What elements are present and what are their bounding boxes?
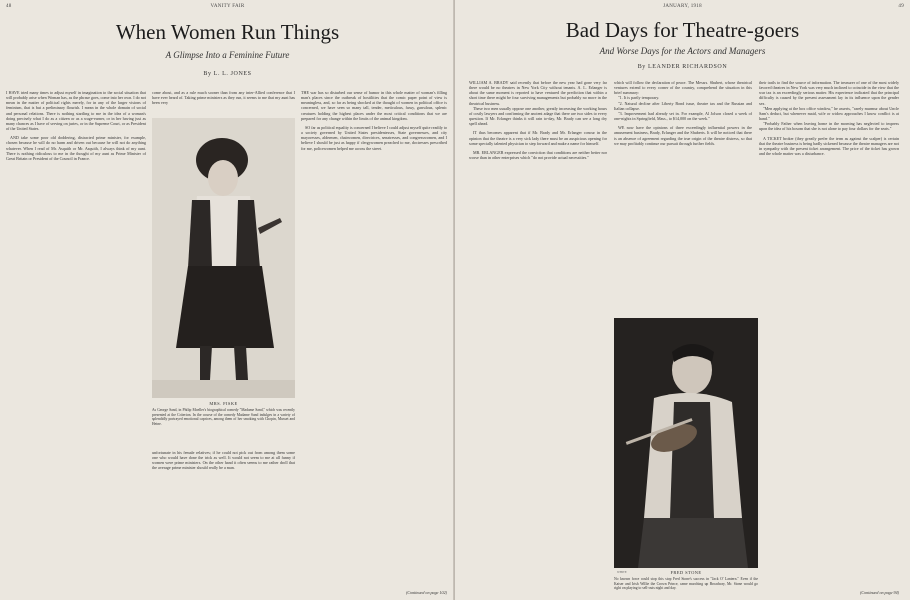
running-head: JANUARY, 1918 — [663, 4, 702, 9]
paragraph: WE now have the opinions of three exceedingly influential powers in the amusement business, Brady, Erlanger and the Shuberts. It will be noticed that there is an absence of agreement regarding the true origin of the theatre distress, so that we may profitably continue our pursuit through further fields. — [614, 125, 752, 146]
paragraph: "3. Improvement had already set in. For example, Al Jolson closed a week of one-nights in Springfield, Mass., to $14,000 on the week." — [614, 110, 752, 122]
byline: By LEANDER RICHARDSON — [637, 64, 728, 70]
text-column-1 — [469, 80, 607, 598]
paragraph: MR. ERLANGER expressed the conviction that conditions are neither better nor worse than in other enterprises which "do not provide actual necessities." — [469, 149, 607, 161]
article-title: Bad Days for Theatre-goers — [565, 18, 800, 42]
article-title: When Women Run Things — [115, 20, 340, 44]
article-subtitle: And Worse Days for the Actors and Managers — [599, 46, 766, 56]
paragraph: AND take some poor old doddering, distracted prime minister, for example, chosen because he will do no harm and driven out because he will not do anything whatever. When I read of Mr. Asquith or Mr. Asquith, I always think of my aunt. There is nothing ridiculous to me in the thought of my aunt as Prime Minister of Great Britain or President of the Council in France. — [6, 135, 146, 161]
text-column-2-top — [152, 90, 295, 120]
photo-credit: WHITE — [617, 570, 627, 574]
article-subtitle: A Glimpse Into a Feminine Future — [165, 50, 290, 60]
paragraph: unfortunate in his female relatives; if he could not pick out from among them some one who would have done the trick as well. It would not seem to me at all funny if women were prime ministers. On the other hand it often seems to me rather droll that the average prime minister should really be a man. — [152, 450, 295, 471]
continued-note: (Continued on page 102) — [405, 590, 447, 595]
text-column-1 — [6, 90, 146, 598]
paragraph: "Men applying at the box office window," he asserts, "rarely murmur about Uncle Sam's deduct, but whenever maid, wife or widow approaches I know conflict is at hand." — [759, 105, 899, 122]
paragraph: their trails to find the source of information. The treasurer of one of the most widely favored theatres in New York was very much inclined to coincide in the view that the war tax is an exceedingly serious matter. His experience indicated that the principal difficulty is caused by the present assessment lay in its influence upon the gender sex. — [759, 80, 899, 106]
photo-mrs-fiske — [152, 118, 295, 398]
photo-caption: As George Sand, in Philip Moeller's biographical comedy "Madame Sand," which was recently presented at the Criterion. In the course of the comedy Madame Sand indulges in a variety of splendidly portrayed emotional caprices, among them of her smoking with Chopin, Musset and Heine. — [152, 408, 295, 426]
text-column-3 — [301, 90, 447, 590]
photo-caption: No known force could stop this stop Fred Stone's success in "Jack O' Lantern." Even if the Kaiser and Irish Willie the Crown Prince, came marching up Broadway, Mr. Stone would go right on playing to sell-outs night and day. — [614, 577, 758, 591]
running-head: VANITY FAIR — [210, 4, 245, 9]
continued-note: (Continued on page 94) — [860, 590, 899, 595]
photo-title: MRS. FISKE — [209, 401, 238, 406]
paragraph: "2. Natural decline after Liberty Bond issue, theatre tax and the Russian and Italian collapse. — [614, 100, 752, 111]
photo-title: FRED STONE — [670, 570, 702, 575]
right-page — [455, 0, 910, 600]
paragraph: SO far as political equality is concerned I believe I could adjust myself quite readily to a society governed by United States presidentesses, State governesses, and city mayoresses, aldermen, chairwomen, directrices, senatresses, and congresswomen, and I believe I should be just as happy if clergywomen preached to me, doctresses prescribed for me, policewomen helped me across the street. — [301, 124, 447, 151]
paragraph: IT thus becomes apparent that if Mr. Brady and Mr. Erlanger concur in the opinion that the theatre is a very sick lady there must be an auspicious opening for some specially talented physician to step forward and make a name for himself. — [469, 130, 607, 146]
paragraph: I HAVE tried many times to adjust myself in imagination to the social situation that will probably arise when Woman has, as the phrase goes, come into her own. I do not mean in the matter of political rights merely, for in any of the larger visions of feminism, that is but a preliminary flourish. I mean in the whole domain of social and personal relations. There is nothing startling to me in the idea of a woman's doing precisely what I do as a citizen or as a wage-earner, or in her having just as many chances as I have of serving on juries, or in the Supreme Court, or as President of the United States. — [6, 90, 146, 132]
man-with-violin-image — [614, 318, 758, 568]
photo-fred-stone — [614, 318, 758, 568]
woman-portrait-image — [152, 118, 295, 398]
paragraph: THE war has so disturbed our sense of humor in this whole matter of woman's filling man's places since the outbreak of hostilities that the comic paper point of view is meaningless, and, so far as being shocked at the thought of women in political office is concerned, we have seen so many tall, tender, meticulous, fussy, garrulous, splenic creatures holding the highest places under the most critical conditions that we are prepared for any change within the limits of the animal kingdom. — [301, 90, 447, 121]
paragraph: which will follow the declaration of peace. The Messrs. Shubert, whose theatrical ventures extend to every corner of the country, comprehend the situation in this brief summary: — [614, 80, 752, 96]
page-number: 49 — [898, 4, 904, 9]
text-column-3 — [759, 80, 899, 590]
paragraph: WILLIAM A. BRADY said recently that before the new year had gone very far there would be no theatres in New York City without tenants. A. L. Erlanger is about the same moment is reported to have ventured the prediction that within a short time there might be four surviving managements but probably no more in the theatrical business. — [469, 80, 607, 106]
paragraph: These two men usually oppose one another, greatly increasing the working hours of costly lawyers and confirming the ancient adage that there are two sides to every question. If Mr. Erlanger thinks it will rain to-day, Mr. Brady can see a long dry spell ahead. — [469, 105, 607, 127]
paragraph: A TICKET broker (they greatly prefer the term as against the scalper) is certain that the theatre business is being badly sickened because the theatre managers are not in sympathy with the present ticket arrangement. The price of the ticket has grown and the whole matter was a disturbance. — [759, 135, 899, 157]
byline: By L. L. JONES — [203, 71, 252, 77]
text-column-2 — [614, 80, 752, 320]
text-column-2-bottom — [152, 450, 295, 598]
paragraph: "1. It is partly temporary. — [618, 95, 660, 101]
page-number: 48 — [6, 4, 12, 9]
paragraph: "Probably Father when leaving home in the morning has neglected to impress upon the idea of his bosom that she is not alone to pay four dollars for the seats." — [759, 121, 899, 132]
paragraph: come about, and as a rule much sooner than from any inter-Allied conference that I have ever heard of. Taking prime ministers as they run, it seems to me that my aunt has been very — [152, 90, 295, 106]
